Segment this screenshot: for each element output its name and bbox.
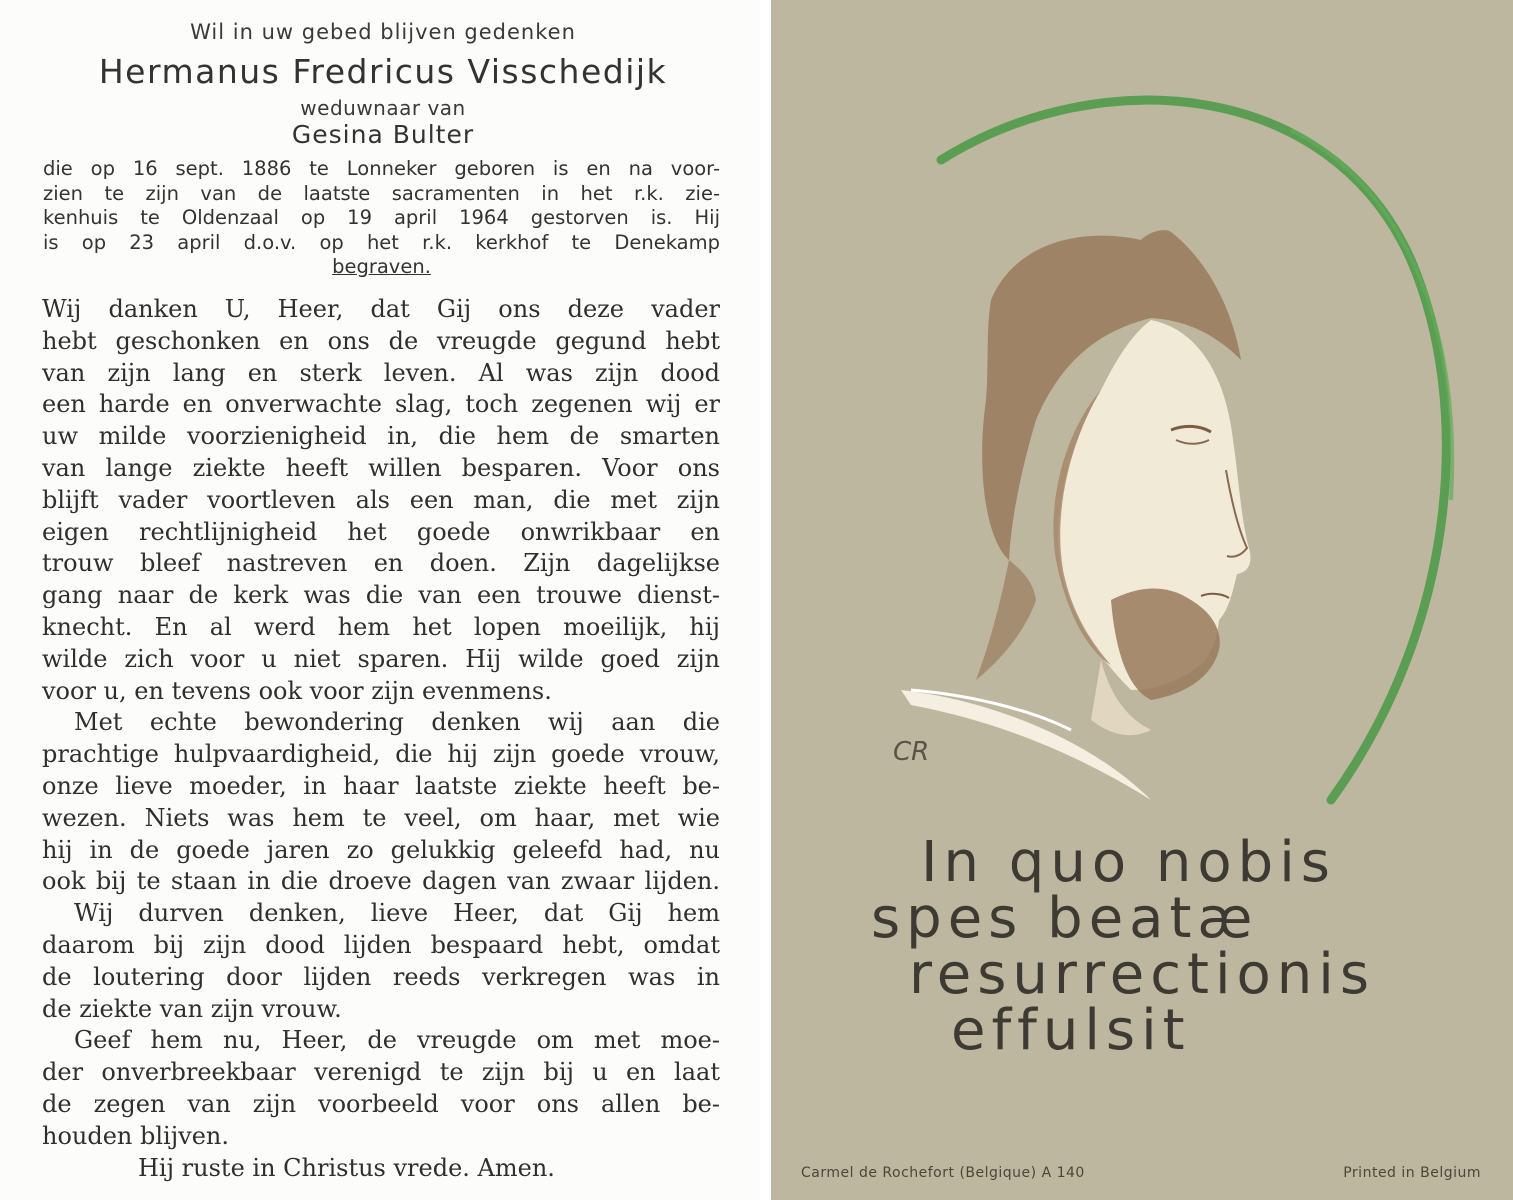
latin-line: resurrectionis <box>909 942 1375 1007</box>
prayer-line: eigen rechtlijnigheid het goede onwrikbaar en <box>42 517 720 546</box>
biography-paragraph <box>43 157 720 280</box>
publisher-imprint: Carmel de Rochefort (Belgique) A 140 <box>801 1165 1085 1181</box>
latin-line: spes beatæ <box>871 886 1259 951</box>
prayer-line: wilde zich voor u niet sparen. Hij wilde goed zijn <box>42 644 720 673</box>
prayer-line: blijft vader voortleven als een man, die met zijn <box>42 485 720 514</box>
prayer-line: Wij durven denken, lieve Heer, dat Gij hem <box>74 899 720 928</box>
bio-line: is op 23 april d.o.v. op het r.k. kerkhof te Denekamp <box>43 230 720 254</box>
printed-in-note: Printed in Belgium <box>1343 1165 1481 1181</box>
prayer-line: wezen. Niets was hem te veel, om haar, met wie <box>42 803 720 832</box>
prayer-line: een harde en onverwachte slag, toch zegenen wij er <box>42 390 720 419</box>
prayer-line: prachtige hulpvaardigheid, die hij zijn goede vrouw, <box>42 740 720 769</box>
prayer-line: Wij danken U, Heer, dat Gij ons deze vader <box>42 295 720 323</box>
prayer-line: houden blijven. <box>42 1121 230 1150</box>
burial-word: begraven. <box>332 255 431 278</box>
prayer-line: trouw bleef nastreven en doen. Zijn dagelijkse <box>42 549 720 578</box>
prayer-line: de loutering door lijden reeds verkregen was in <box>42 962 720 991</box>
devotional-image-card <box>771 0 1513 1200</box>
prayer-line: de ziekte van zijn vrouw. <box>42 994 342 1023</box>
intro-line: Wil in uw gebed blijven gedenken <box>190 20 576 44</box>
prayer-text <box>42 294 720 1184</box>
bio-line: die op 16 sept. 1886 te Lonneker geboren is en na voor- <box>43 157 720 180</box>
prayer-line: de zegen van zijn voorbeeld voor ons allen be- <box>42 1089 720 1118</box>
prayer-line: Geef hem nu, Heer, de vreugde om met moe- <box>74 1026 720 1055</box>
prayer-line: daarom bij zijn dood lijden bespaard hebt, omdat <box>42 930 720 959</box>
latin-line: effulsit <box>951 998 1191 1063</box>
prayer-line: knecht. En al werd hem het lopen moeilijk, hij <box>42 612 720 641</box>
prayer-line: van lange ziekte heeft willen besparen. Voor ons <box>42 453 720 482</box>
prayer-line: Met echte bewondering denken wij aan die <box>74 708 720 737</box>
prayer-line: uw milde voorzienigheid in, die hem de smarten <box>42 422 720 451</box>
prayer-line: hij in de goede jaren zo gelukkig geleefd had, nu <box>42 835 720 864</box>
prayer-line: onze lieve moeder, in haar laatste ziekte heeft be- <box>42 771 720 800</box>
artist-signature: CR <box>893 737 930 767</box>
deceased-name: Hermanus Fredricus Visschedijk <box>98 52 668 91</box>
spouse-name: Gesina Bulter <box>291 120 475 149</box>
bio-line: kenhuis te Oldenzaal op 19 april 1964 gestorven is. Hij <box>43 206 720 229</box>
prayer-line: hebt geschonken en ons de vreugde gegund hebt <box>42 326 720 355</box>
latin-line: In quo nobis <box>921 830 1336 895</box>
prayer-line: voor u, en tevens ook voor zijn evenmens. <box>42 676 552 705</box>
widower-line: weduwnaar van <box>300 96 466 120</box>
prayer-line: van zijn lang en sterk leven. Al was zijn dood <box>42 358 720 387</box>
bio-line-last <box>43 255 720 280</box>
prayer-line: gang naar de kerk was die van een trouwe dienst- <box>42 581 720 610</box>
closing-line: Hij ruste in Christus vrede. Amen. <box>138 1153 555 1182</box>
prayer-line: der onverbreekbaar verenigd te zijn bij u en laat <box>42 1058 720 1087</box>
prayer-line: ook bij te staan in die droeve dagen van zwaar lijden. <box>42 867 720 896</box>
bio-line: zien te zijn van de laatste sacramenten in het r.k. zie- <box>43 181 720 205</box>
